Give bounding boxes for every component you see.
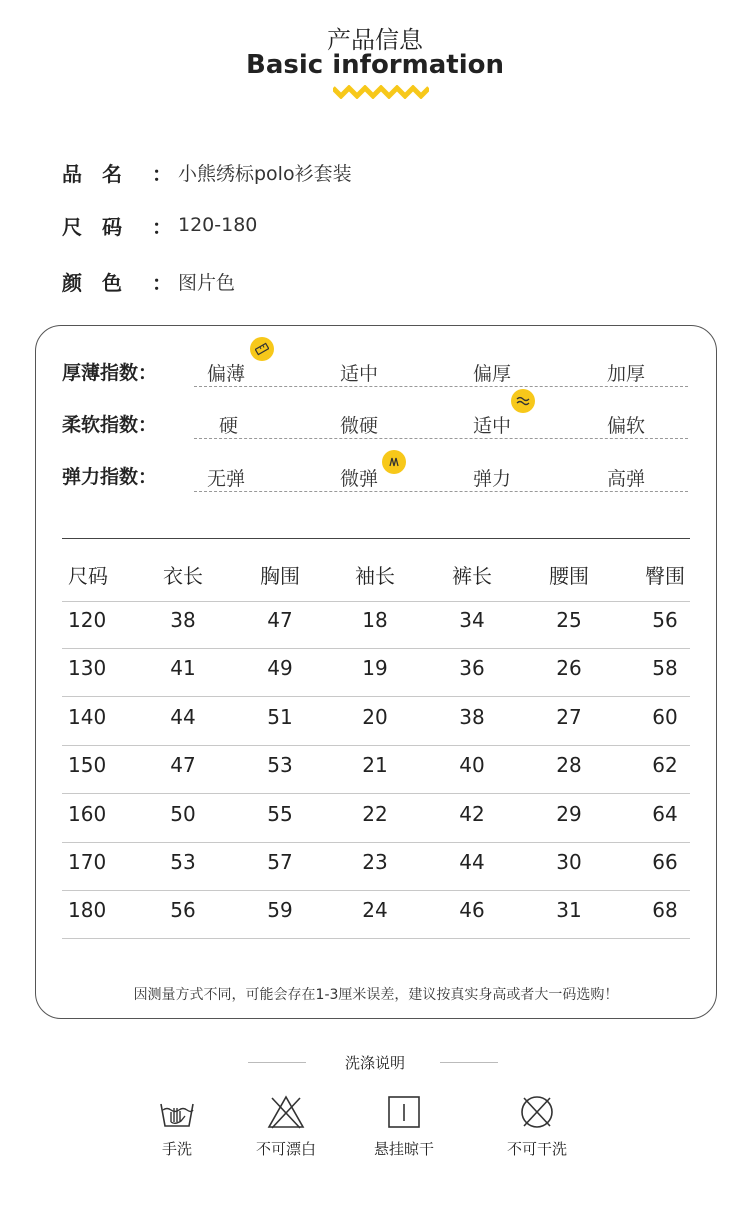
softness-option: 微硬	[340, 415, 379, 437]
table-header-cell: 尺码	[68, 564, 108, 588]
zigzag-decoration-icon	[333, 85, 429, 99]
table-cell: 40	[459, 753, 485, 778]
table-header-cell: 腰围	[549, 564, 589, 588]
table-row-divider	[62, 648, 690, 649]
table-cell: 68	[652, 898, 678, 923]
table-cell: 44	[459, 850, 485, 874]
elasticity-option: 无弹	[207, 468, 246, 490]
table-cell: 30	[556, 850, 582, 874]
table-cell: 47	[267, 608, 293, 632]
elasticity-option: 弹力	[473, 468, 512, 490]
table-row-divider	[62, 601, 690, 602]
wash-label-no-bleach: 不可漂白	[255, 1140, 316, 1158]
table-cell: 57	[267, 850, 293, 874]
table-header-cell: 裤长	[452, 564, 492, 588]
table-row-divider	[62, 696, 690, 697]
table-cell: 47	[170, 753, 196, 778]
table-cell: 130	[68, 656, 107, 681]
info-label: 颜 色 ：	[62, 270, 172, 295]
no-dry-clean-icon	[517, 1094, 557, 1130]
ruler-icon	[250, 337, 274, 361]
info-value: 120-180	[178, 214, 258, 236]
table-cell: 53	[267, 753, 293, 778]
elasticity-option: 高弹	[607, 468, 646, 490]
table-cell: 51	[267, 704, 293, 729]
wash-label-no-dry-clean: 不可干洗	[506, 1140, 567, 1158]
table-cell: 160	[68, 801, 107, 826]
info-row-size	[62, 210, 257, 240]
table-cell: 19	[362, 656, 388, 681]
table-row-divider	[62, 938, 690, 939]
info-label: 品 名 ：	[62, 161, 172, 186]
table-cell: 34	[459, 608, 485, 632]
measurement-note: 因测量方式不同，可能会存在1-3厘米误差，建议按真实身高或者大一码选购！	[133, 987, 619, 1003]
table-cell: 150	[68, 753, 107, 778]
spring-icon	[382, 450, 406, 474]
table-cell: 27	[556, 704, 582, 729]
wave-icon	[511, 389, 535, 413]
table-row-divider	[62, 793, 690, 794]
table-cell: 56	[170, 898, 196, 923]
table-header-cell: 臀围	[645, 564, 685, 588]
table-cell: 58	[652, 656, 678, 681]
wash-label-hand-wash: 手洗	[161, 1140, 192, 1158]
table-cell: 59	[267, 898, 293, 923]
table-cell: 28	[556, 753, 582, 778]
dashed-divider	[194, 386, 688, 387]
table-row-divider	[62, 890, 690, 891]
thickness-option: 偏厚	[473, 363, 512, 385]
softness-index-label: 柔软指数：	[62, 414, 158, 436]
table-cell: 66	[652, 850, 678, 874]
table-cell: 44	[170, 704, 196, 729]
info-value: 小熊绣标polo衫套装	[178, 162, 352, 185]
thickness-option: 适中	[340, 363, 379, 385]
no-bleach-icon	[266, 1094, 306, 1130]
table-header-cell: 袖长	[355, 564, 395, 588]
table-cell: 38	[170, 608, 196, 632]
thickness-option: 加厚	[607, 363, 646, 385]
table-cell: 140	[68, 704, 107, 729]
table-cell: 64	[652, 801, 678, 826]
table-cell: 20	[362, 704, 388, 729]
table-cell: 36	[459, 656, 485, 681]
softness-option: 硬	[219, 415, 239, 437]
table-cell: 18	[362, 608, 388, 632]
table-cell: 46	[459, 898, 485, 923]
thickness-index-label: 厚薄指数：	[62, 362, 158, 384]
section-title-cn: 产品信息	[327, 26, 423, 54]
table-cell: 55	[267, 801, 293, 826]
thickness-option: 偏薄	[207, 363, 246, 385]
table-row-divider	[62, 842, 690, 843]
elasticity-index-label: 弹力指数：	[62, 466, 158, 488]
table-row-divider	[62, 745, 690, 746]
washing-title: 洗涤说明	[344, 1054, 405, 1072]
table-cell: 38	[459, 704, 485, 729]
table-cell: 50	[170, 801, 196, 826]
table-cell: 23	[362, 850, 388, 874]
table-header-cell: 衣长	[163, 564, 203, 588]
table-cell: 41	[170, 656, 196, 681]
table-cell: 53	[170, 850, 196, 874]
dashed-divider	[194, 438, 688, 439]
table-cell: 21	[362, 753, 388, 778]
table-cell: 49	[267, 656, 293, 681]
table-cell: 26	[556, 656, 582, 681]
table-header-cell: 胸围	[260, 564, 300, 588]
table-top-rule	[62, 538, 690, 539]
wash-label-hang-dry: 悬挂晾干	[373, 1140, 434, 1158]
info-row-color	[62, 266, 235, 296]
title-line-right	[440, 1062, 498, 1063]
table-cell: 180	[68, 898, 107, 923]
softness-option: 偏软	[607, 415, 646, 437]
table-cell: 31	[556, 898, 582, 923]
table-cell: 120	[68, 608, 107, 632]
hang-dry-icon	[384, 1094, 424, 1130]
table-cell: 22	[362, 801, 388, 826]
info-row-name	[62, 157, 352, 187]
softness-option: 适中	[473, 415, 512, 437]
table-cell: 56	[652, 608, 678, 632]
info-label: 尺 码 ：	[62, 214, 172, 239]
elasticity-option: 微弹	[340, 468, 379, 490]
dashed-divider	[194, 491, 688, 492]
table-cell: 42	[459, 801, 485, 826]
table-cell: 25	[556, 608, 582, 632]
info-value: 图片色	[178, 271, 236, 294]
table-cell: 170	[68, 850, 107, 874]
table-cell: 24	[362, 898, 388, 923]
table-cell: 60	[652, 704, 678, 729]
table-cell: 29	[556, 801, 582, 826]
table-cell: 62	[652, 753, 678, 778]
hand-wash-icon	[157, 1094, 197, 1130]
section-title-en: Basic information	[246, 50, 504, 80]
